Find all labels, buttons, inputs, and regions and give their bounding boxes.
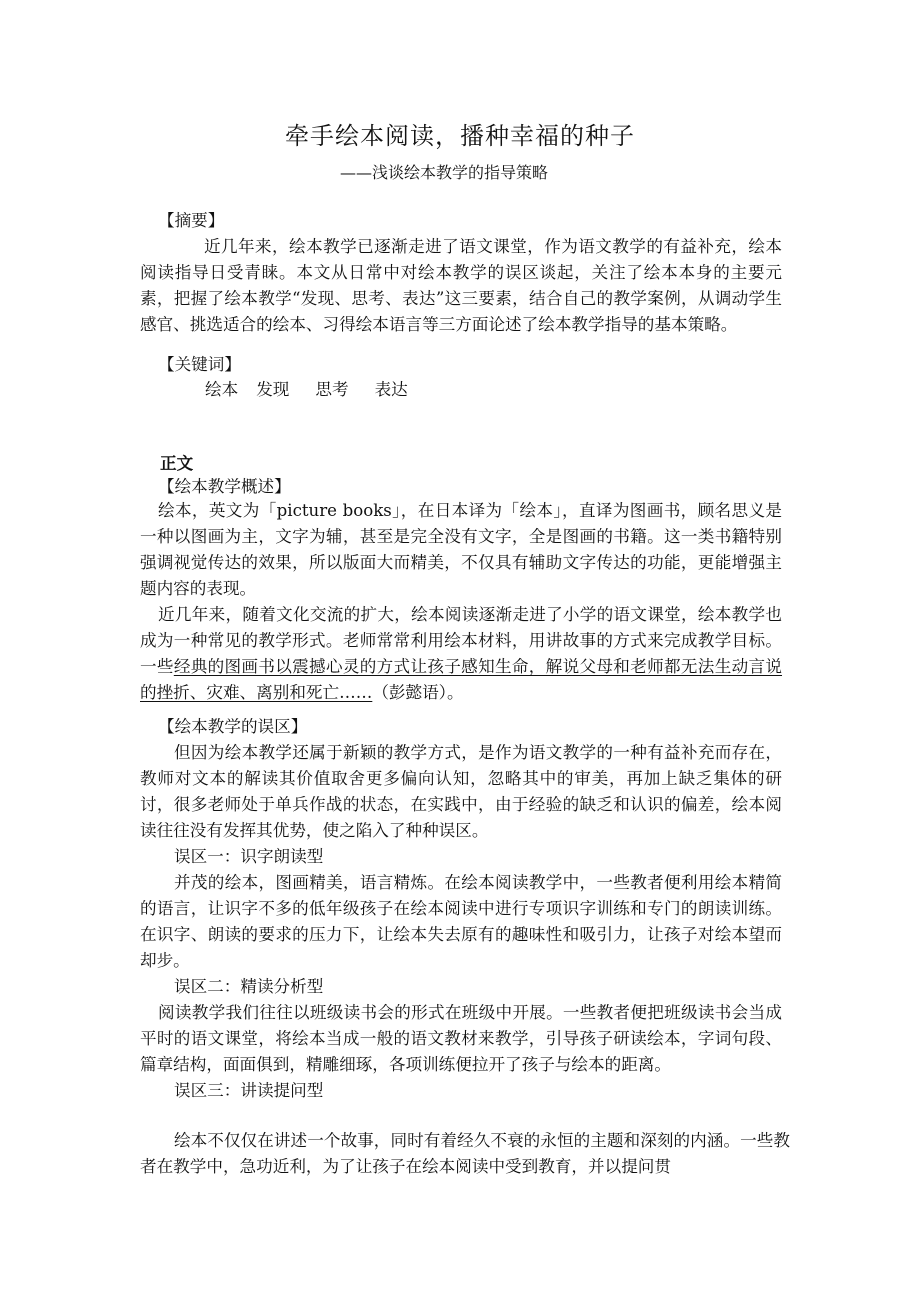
misconception-2-text: 阅读教学我们往往以班级读书会的形式在班级中开展。一些教者便把班级读书会当成平时的语文课堂，将绘本当成一般的语文教材来教学，引导孩子研读绘本，字词句段、篇章结构，面面俱到，精雕细琢，各项训练便拉开了孩子与绘本的距离。 (140, 1003, 782, 1074)
abstract-text: 近几年来，绘本教学已逐渐走进了语文课堂，作为语文教学的有益补充，绘本阅读指导日受青睐。本文从日常中对绘本教学的误区谈起，关注了绘本本身的主要元素，把握了绘本教学“发现、思考、表达”这三要素，结合自己的教学案例，从调动学生感官、挑选适合的绘本、习得绘本语言等三方面论述了绘本教学指导的基本策略。 (140, 237, 782, 334)
abstract-heading: 【摘要】 (158, 211, 225, 230)
keywords-list (205, 377, 434, 403)
misconception-3-block (140, 1128, 790, 1180)
overview-heading: 【绘本教学概述】 (158, 477, 291, 496)
abstract-text-block (140, 234, 782, 338)
keyword-item: 绘本 (205, 380, 239, 399)
misconception-3-title: 误区三：讲读提问型 (174, 1081, 324, 1100)
misconception-3-text: 绘本不仅仅在讲述一个故事，同时有着经久不衰的永恒的主题和深刻的内涵。一些教者在教学中，急功近利，为了让孩子在绘本阅读中受到教育，并以提问贯 (140, 1131, 790, 1176)
misconceptions-intro: 但因为绘本教学还属于新颖的教学方式，是作为语文教学的一种有益补充而存在，教师对文本的解读其价值取舍更多偏向认知，忽略其中的审美，再加上缺乏集体的研讨，很多老师处于单兵作战的状态，在实践中，由于经验的缺乏和认识的偏差，绘本阅读往往没有发挥其优势，使之陷入了种种误区。 (140, 743, 782, 840)
misconception-1-title: 误区一：识字朗读型 (174, 847, 324, 866)
overview-block (140, 498, 782, 706)
misconception-2-title: 误区二：精读分析型 (174, 977, 324, 996)
overview-paragraph-1: 绘本，英文为「picture books」，在日本译为「绘本」，直译为图画书，顾名思义是一种以图画为主，文字为辅，甚至是完全没有文字，全是图画的书籍。这一类书籍特别强调视觉传达的效果，所以版面大而精美，不仅具有辅助文字传达的功能，更能增强主题内容的表现。 (140, 501, 782, 598)
keywords-heading: 【关键词】 (158, 355, 241, 374)
overview-p2-lead: 近几年来，随着文化交流的扩大，绘本阅读逐渐走进了小学的语文课堂，绘本教学也成为一种常见的教学形式。老师常常利用绘本材料，用讲故事的方式来完成教学目标。一些 (140, 605, 782, 676)
overview-p2-citation: （彭懿语）。 (372, 683, 464, 702)
document-title: 牵手绘本阅读，播种幸福的种子 (285, 122, 635, 150)
keyword-item: 表达 (374, 380, 408, 399)
keyword-item: 发现 (256, 380, 290, 399)
overview-p2-quote: 经典的图画书以震撼心灵的方式让孩子感知生命，解说父母和老师都无法生动言说的挫折、灾难、离别和死亡…… (140, 657, 783, 702)
document-subtitle: ——浅谈绘本教学的指导策略 (340, 163, 549, 182)
body-heading: 正文 (160, 453, 194, 473)
misconceptions-heading: 【绘本教学的误区】 (158, 717, 308, 736)
misconception-1-text: 并茂的绘本，图画精美，语言精炼。在绘本阅读教学中，一些教者便利用绘本精简的语言，让识字不多的低年级孩子在绘本阅读中进行专项识字训练和专门的朗读训练。在识字、朗读的要求的压力下，让绘本失去原有的趣味性和吸引力，让孩子对绘本望而却步。 (140, 873, 782, 970)
overview-paragraph-2 (140, 602, 782, 706)
misconceptions-block (140, 740, 782, 1104)
keyword-item: 思考 (315, 380, 349, 399)
